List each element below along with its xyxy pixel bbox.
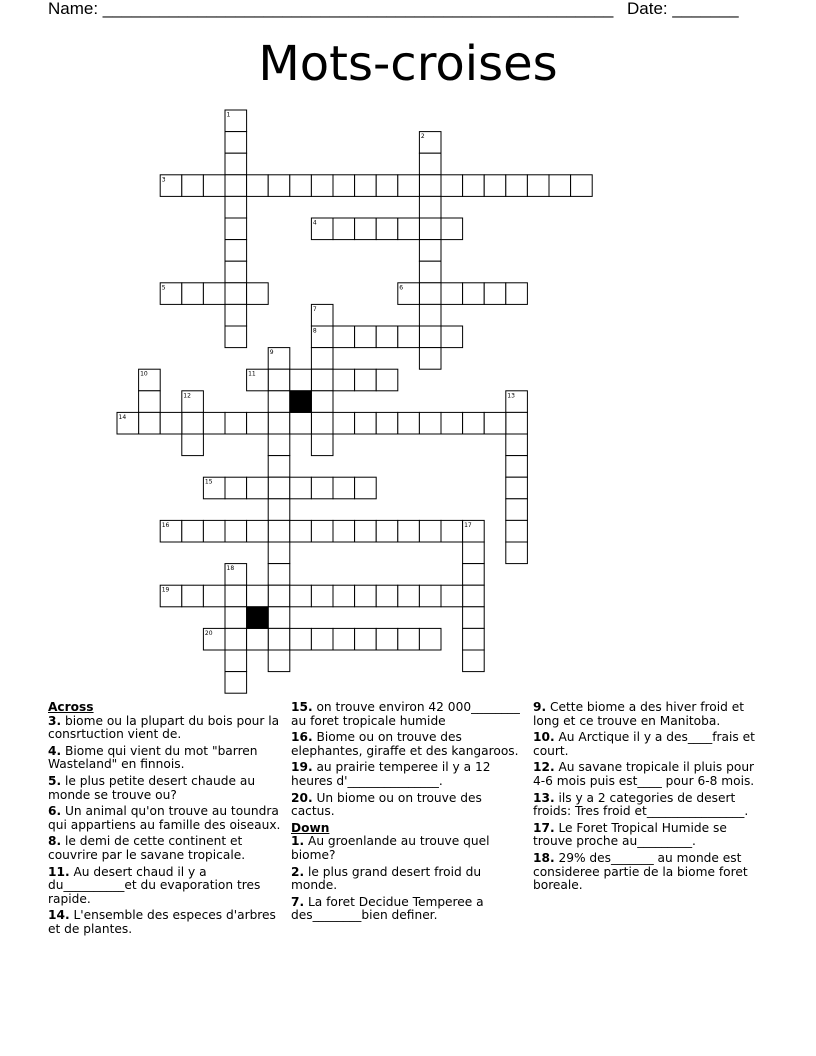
grid-cell[interactable] [506, 499, 528, 521]
grid-cell[interactable] [139, 391, 161, 413]
grid-cell[interactable] [311, 628, 333, 650]
clue-item [533, 761, 769, 788]
grid-cell[interactable] [290, 369, 312, 391]
grid-cell[interactable] [376, 175, 398, 197]
grid-cell[interactable] [268, 585, 290, 607]
grid-cell[interactable] [506, 283, 528, 305]
grid-cell[interactable] [225, 628, 247, 650]
clue-number: 13. [533, 790, 555, 805]
down-clue-list [291, 835, 527, 923]
grid-cell[interactable] [355, 369, 377, 391]
grid-cell[interactable] [398, 412, 420, 434]
clues-column-3 [533, 701, 769, 896]
grid-cell[interactable] [182, 283, 204, 305]
clue-item [48, 745, 284, 772]
grid-cell[interactable] [247, 585, 269, 607]
grid-cell[interactable] [549, 175, 571, 197]
grid-cell[interactable] [225, 412, 247, 434]
grid-cell[interactable] [506, 434, 528, 456]
grid-cell[interactable] [268, 369, 290, 391]
grid-cell[interactable] [441, 585, 463, 607]
clue-number-label: 5 [161, 284, 166, 292]
grid-cell[interactable] [225, 326, 247, 348]
clue-text: Cette biome a des hiver froid et long et ce trouve en Manitoba. [533, 700, 745, 728]
grid-cell[interactable] [355, 175, 377, 197]
grid-cell[interactable] [463, 283, 485, 305]
grid-cell[interactable] [247, 175, 269, 197]
clue-number: 1. [291, 834, 305, 849]
clue-number: 4. [48, 743, 62, 758]
clue-item [291, 896, 527, 923]
clue-number-label: 7 [312, 305, 317, 313]
grid-cell[interactable] [463, 175, 485, 197]
grid-cell[interactable] [268, 175, 290, 197]
grid-cell[interactable] [441, 175, 463, 197]
across-heading: Across [48, 700, 94, 714]
grid-cell[interactable] [225, 196, 247, 218]
clue-number-label: 11 [248, 370, 256, 378]
grid-cell[interactable] [441, 520, 463, 542]
down-clue-list-continued [533, 701, 769, 893]
grid-cell[interactable] [419, 218, 441, 240]
grid-cell[interactable] [355, 585, 377, 607]
grid-cell[interactable] [463, 585, 485, 607]
grid-cell[interactable] [484, 175, 506, 197]
grid-cell[interactable] [527, 175, 549, 197]
grid-cell[interactable] [506, 520, 528, 542]
grid-cell[interactable] [290, 520, 312, 542]
grid-cell[interactable] [203, 175, 225, 197]
clue-number: 11. [48, 864, 70, 879]
grid-cell[interactable] [506, 412, 528, 434]
clue-number-label: 14 [118, 413, 127, 421]
grid-cell[interactable] [333, 477, 355, 499]
grid-cell[interactable] [419, 628, 441, 650]
grid-cell[interactable] [463, 542, 485, 564]
grid-cell[interactable] [182, 412, 204, 434]
grid-cell[interactable] [225, 153, 247, 175]
grid-cell[interactable] [182, 434, 204, 456]
grid-cell[interactable] [333, 520, 355, 542]
clue-item [533, 852, 769, 893]
clue-item [533, 701, 769, 728]
clue-number-label: 18 [226, 565, 235, 573]
grid-cell[interactable] [311, 585, 333, 607]
grid-cell[interactable] [225, 261, 247, 283]
clue-number-label: 3 [161, 176, 166, 184]
across-clue-list-continued [291, 701, 527, 819]
grid-cell[interactable] [225, 520, 247, 542]
clue-number-label: 19 [161, 586, 170, 594]
clue-item [533, 822, 769, 849]
grid-cell[interactable] [333, 628, 355, 650]
clue-number-label: 10 [140, 370, 148, 378]
grid-cell[interactable] [268, 542, 290, 564]
grid-cell[interactable] [398, 218, 420, 240]
grid-cell[interactable] [203, 412, 225, 434]
grid-cell[interactable] [419, 585, 441, 607]
grid-cell[interactable] [203, 520, 225, 542]
clue-number: 5. [48, 773, 62, 788]
clue-text: le plus grand desert froid du monde. [291, 864, 482, 893]
grid-cell[interactable] [311, 477, 333, 499]
grid-cell[interactable] [419, 196, 441, 218]
clue-text: Un animal qu'on trouve au toundra qui appartiens au famille des oiseaux. [48, 804, 281, 832]
grid-cell[interactable] [355, 218, 377, 240]
clue-text: Le Foret Tropical Humide se trouve proche au_________. [533, 820, 727, 849]
grid-cell[interactable] [247, 283, 269, 305]
black-cell [290, 391, 312, 413]
clue-number: 7. [291, 894, 305, 909]
grid-cell[interactable] [225, 607, 247, 629]
clue-text: Au groenlande au trouve quel biome? [291, 834, 490, 862]
grid-cell[interactable] [419, 326, 441, 348]
grid-cell[interactable] [290, 585, 312, 607]
grid-cell[interactable] [203, 283, 225, 305]
grid-cell[interactable] [268, 499, 290, 521]
grid-cell[interactable] [225, 477, 247, 499]
clue-text: biome ou la plupart du bois pour la consrtuction vient de. [48, 713, 280, 742]
clue-item [291, 761, 527, 788]
grid-cell[interactable] [376, 369, 398, 391]
clue-text: au prairie temperee il y a 12 heures d'_______________. [291, 760, 491, 788]
clue-number-label: 20 [204, 629, 213, 637]
grid-cell[interactable] [268, 391, 290, 413]
grid-cell[interactable] [268, 434, 290, 456]
date-line[interactable]: Date: _______ [627, 0, 739, 18]
grid-cell[interactable] [268, 456, 290, 478]
clue-number-label: 1 [226, 111, 231, 119]
grid-cell[interactable] [506, 175, 528, 197]
clue-number-label: 17 [464, 521, 472, 529]
grid-cell[interactable] [182, 175, 204, 197]
grid-cell[interactable] [571, 175, 593, 197]
clue-item [291, 701, 527, 728]
grid-cell[interactable] [247, 412, 269, 434]
grid-cell[interactable] [225, 585, 247, 607]
clue-number: 16. [291, 730, 313, 745]
grid-cell[interactable] [182, 520, 204, 542]
grid-cell[interactable] [311, 391, 333, 413]
grid-cell[interactable] [398, 175, 420, 197]
grid-cell[interactable] [398, 520, 420, 542]
clue-number-label: 2 [420, 133, 425, 141]
clue-item [291, 866, 527, 893]
clue-number-label: 6 [399, 284, 404, 292]
clue-item [48, 866, 284, 907]
grid-cell[interactable] [463, 650, 485, 672]
clue-text: le demi de cette continent et couvrire par le savane tropicale. [48, 834, 246, 862]
clue-text: La foret Decidue Temperee a des________bien definer. [291, 894, 484, 923]
grid-cell[interactable] [225, 283, 247, 305]
grid-cell[interactable] [247, 477, 269, 499]
clue-text: Biome qui vient du mot "barren Wasteland" en finnois. [48, 743, 258, 772]
grid-cell[interactable] [463, 628, 485, 650]
clue-item [48, 835, 284, 862]
grid-cell[interactable] [333, 175, 355, 197]
grid-cell[interactable] [247, 628, 269, 650]
clue-number-label: 13 [507, 392, 515, 400]
clue-number-label: 15 [204, 478, 213, 486]
grid-cell[interactable] [247, 520, 269, 542]
clue-number: 18. [533, 850, 555, 865]
clue-number: 3. [48, 713, 62, 728]
grid-cell[interactable] [333, 326, 355, 348]
grid-cell[interactable] [484, 283, 506, 305]
clue-number-label: 12 [183, 392, 191, 400]
clue-text: L'ensemble des especes d'arbres et de plantes. [48, 908, 276, 936]
grid-cell[interactable] [225, 304, 247, 326]
clue-item [533, 792, 769, 819]
grid-cell[interactable] [398, 628, 420, 650]
grid-cell[interactable] [311, 348, 333, 370]
clue-number: 9. [533, 700, 547, 714]
grid-cell[interactable] [376, 218, 398, 240]
clue-number: 20. [291, 790, 313, 805]
grid-cell[interactable] [506, 456, 528, 478]
grid-cell[interactable] [419, 348, 441, 370]
grid-cell[interactable] [419, 175, 441, 197]
grid-cell[interactable] [290, 477, 312, 499]
grid-cell[interactable] [333, 369, 355, 391]
grid-cell[interactable] [290, 175, 312, 197]
grid-cell[interactable] [225, 132, 247, 154]
grid-cell[interactable] [268, 564, 290, 586]
black-cell [247, 607, 269, 629]
grid-cell[interactable] [506, 542, 528, 564]
clue-item [48, 775, 284, 802]
grid-cell[interactable] [398, 326, 420, 348]
grid-cell[interactable] [268, 520, 290, 542]
clue-item [291, 792, 527, 819]
grid-cell[interactable] [311, 369, 333, 391]
clue-text: le plus petite desert chaude au monde se trouve ou? [48, 773, 256, 802]
clue-item [533, 731, 769, 758]
clue-text: Biome ou on trouve des elephantes, giraffe et des kangaroos. [291, 730, 519, 758]
clues-column-1 [48, 701, 284, 940]
clue-number-label: 16 [161, 521, 170, 529]
clue-item [48, 805, 284, 832]
grid-cell[interactable] [441, 326, 463, 348]
clue-item [291, 835, 527, 862]
clue-text: on trouve environ 42 000________ au foret tropicale humide [291, 700, 520, 728]
grid-cell[interactable] [333, 218, 355, 240]
down-heading: Down [291, 820, 330, 835]
grid-cell[interactable] [419, 412, 441, 434]
grid-cell[interactable] [441, 412, 463, 434]
clue-text: 29% des_______ au monde est consideree partie de la biome foret boreale. [533, 850, 748, 893]
grid-cell[interactable] [355, 520, 377, 542]
grid-cell[interactable] [419, 304, 441, 326]
grid-cell[interactable] [484, 412, 506, 434]
clue-item [48, 909, 284, 936]
grid-cell[interactable] [441, 283, 463, 305]
grid-cell[interactable] [290, 628, 312, 650]
clue-number: 19. [291, 760, 313, 775]
across-clue-list [48, 715, 284, 937]
grid-cell[interactable] [463, 564, 485, 586]
clue-number: 10. [533, 730, 555, 745]
clues-column-2 [291, 701, 527, 926]
grid-cell[interactable] [203, 585, 225, 607]
grid-cell[interactable] [290, 412, 312, 434]
grid-cell[interactable] [311, 434, 333, 456]
clue-number: 17. [533, 820, 555, 835]
grid-cell[interactable] [182, 585, 204, 607]
page-title: Mots-croises [258, 36, 558, 92]
grid-cell[interactable] [311, 412, 333, 434]
clue-number: 12. [533, 760, 555, 775]
grid-cell[interactable] [376, 520, 398, 542]
grid-cell[interactable] [355, 412, 377, 434]
grid-cell[interactable] [268, 650, 290, 672]
grid-cell[interactable] [419, 520, 441, 542]
grid-cell[interactable] [419, 283, 441, 305]
grid-cell[interactable] [225, 218, 247, 240]
clue-text: ils y a 2 categories de desert froids: Tres froid et________________. [533, 790, 749, 819]
grid-cell[interactable] [333, 585, 355, 607]
grid-cell[interactable] [376, 585, 398, 607]
clue-number: 2. [291, 864, 305, 879]
clue-text: Un biome ou on trouve des cactus. [291, 790, 482, 819]
grid-cell[interactable] [376, 326, 398, 348]
name-line[interactable]: Name: ______________________________________________________ [48, 0, 614, 18]
clue-item [291, 731, 527, 758]
grid-cell[interactable] [463, 607, 485, 629]
clue-number: 6. [48, 804, 62, 819]
clue-text: Au desert chaud il y a du__________et du evaporation tres rapide. [48, 864, 261, 906]
grid-cell[interactable] [463, 412, 485, 434]
clue-number: 8. [48, 834, 62, 849]
grid-cell[interactable] [268, 412, 290, 434]
grid-cell[interactable] [268, 607, 290, 629]
grid-cell[interactable] [268, 477, 290, 499]
grid-cell[interactable] [419, 153, 441, 175]
clue-text: Au savane tropicale il pluis pour 4-6 mois puis est____ pour 6-8 mois. [533, 760, 755, 788]
grid-cell[interactable] [225, 672, 247, 694]
grid-cell[interactable] [160, 412, 182, 434]
grid-cell[interactable] [139, 412, 161, 434]
grid-cell[interactable] [506, 477, 528, 499]
grid-cell[interactable] [225, 175, 247, 197]
clue-number-label: 9 [269, 349, 274, 357]
clue-number-label: 8 [312, 327, 317, 335]
grid-cell[interactable] [355, 326, 377, 348]
clue-number: 15. [291, 700, 313, 714]
grid-cell[interactable] [398, 585, 420, 607]
grid-cell[interactable] [441, 218, 463, 240]
grid-cell[interactable] [419, 240, 441, 262]
grid-cell[interactable] [268, 628, 290, 650]
grid-cell[interactable] [333, 412, 355, 434]
grid-cell[interactable] [355, 628, 377, 650]
grid-cell[interactable] [376, 412, 398, 434]
grid-cell[interactable] [376, 628, 398, 650]
grid-cell[interactable] [355, 477, 377, 499]
clue-number-label: 4 [312, 219, 317, 227]
clue-item [48, 715, 284, 742]
clue-text: Au Arctique il y a des____frais et court. [533, 730, 755, 758]
grid-cell[interactable] [311, 520, 333, 542]
grid-cell[interactable] [419, 261, 441, 283]
grid-cell[interactable] [225, 240, 247, 262]
clue-number: 14. [48, 908, 70, 923]
grid-cell[interactable] [311, 175, 333, 197]
grid-cell[interactable] [225, 650, 247, 672]
